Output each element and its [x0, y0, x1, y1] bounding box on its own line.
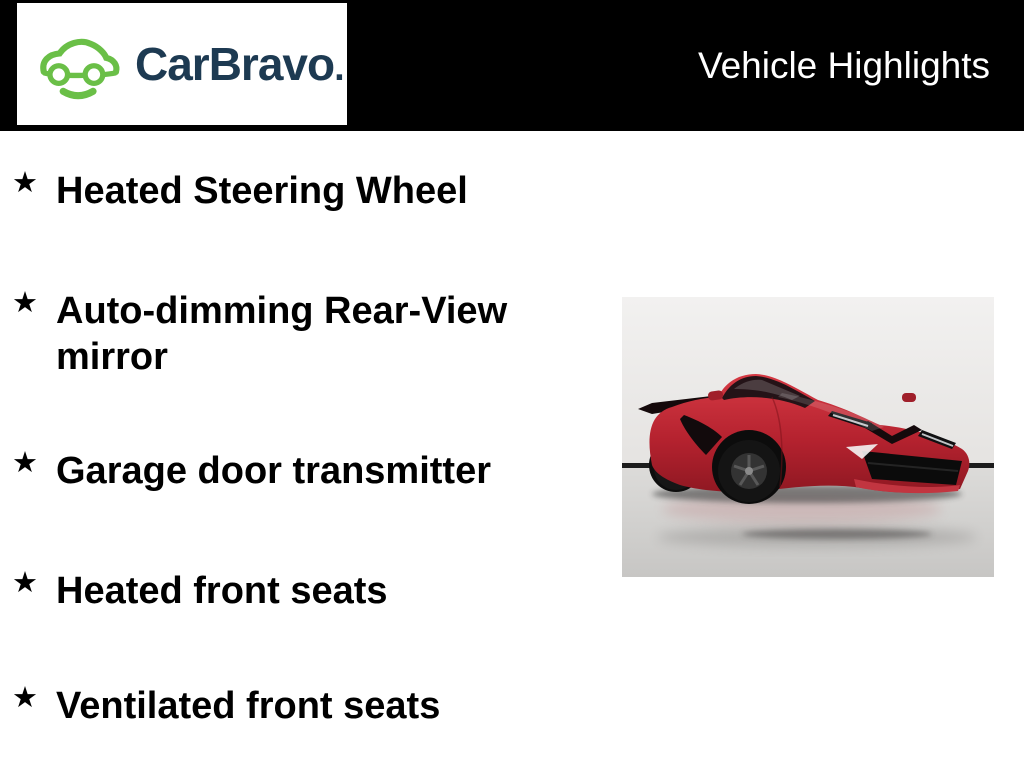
feature-item [10, 683, 596, 729]
feature-item [10, 288, 596, 380]
feature-item [10, 168, 596, 214]
feature-text: Ventilated front seats [56, 685, 441, 727]
header-bar [0, 0, 1024, 131]
corvette-studio-illustration [622, 297, 994, 577]
star-bullet-icon: ★ [12, 567, 38, 599]
feature-text: Heated Steering Wheel [56, 170, 468, 212]
carbravo-logo [17, 3, 347, 125]
feature-text: Heated front seats [56, 570, 388, 612]
star-bullet-icon: ★ [12, 447, 38, 479]
feature-text-line: Auto-dimming Rear-View [56, 290, 508, 332]
star-bullet-icon: ★ [12, 682, 38, 714]
feature-text: Garage door transmitter [56, 450, 491, 492]
feature-item [10, 568, 596, 614]
feature-text-line: mirror [56, 336, 168, 378]
star-bullet-icon: ★ [12, 167, 38, 199]
brand-name [135, 37, 344, 91]
green-car-smile-icon [31, 20, 127, 108]
vehicle-photo [622, 297, 994, 577]
brand-trademark-dot: . [334, 47, 344, 89]
brand-text: CarBravo [135, 38, 335, 90]
feature-text [56, 288, 596, 380]
star-bullet-icon: ★ [12, 287, 38, 319]
feature-item [10, 448, 596, 494]
page-title: Vehicle Highlights [697, 45, 990, 86]
